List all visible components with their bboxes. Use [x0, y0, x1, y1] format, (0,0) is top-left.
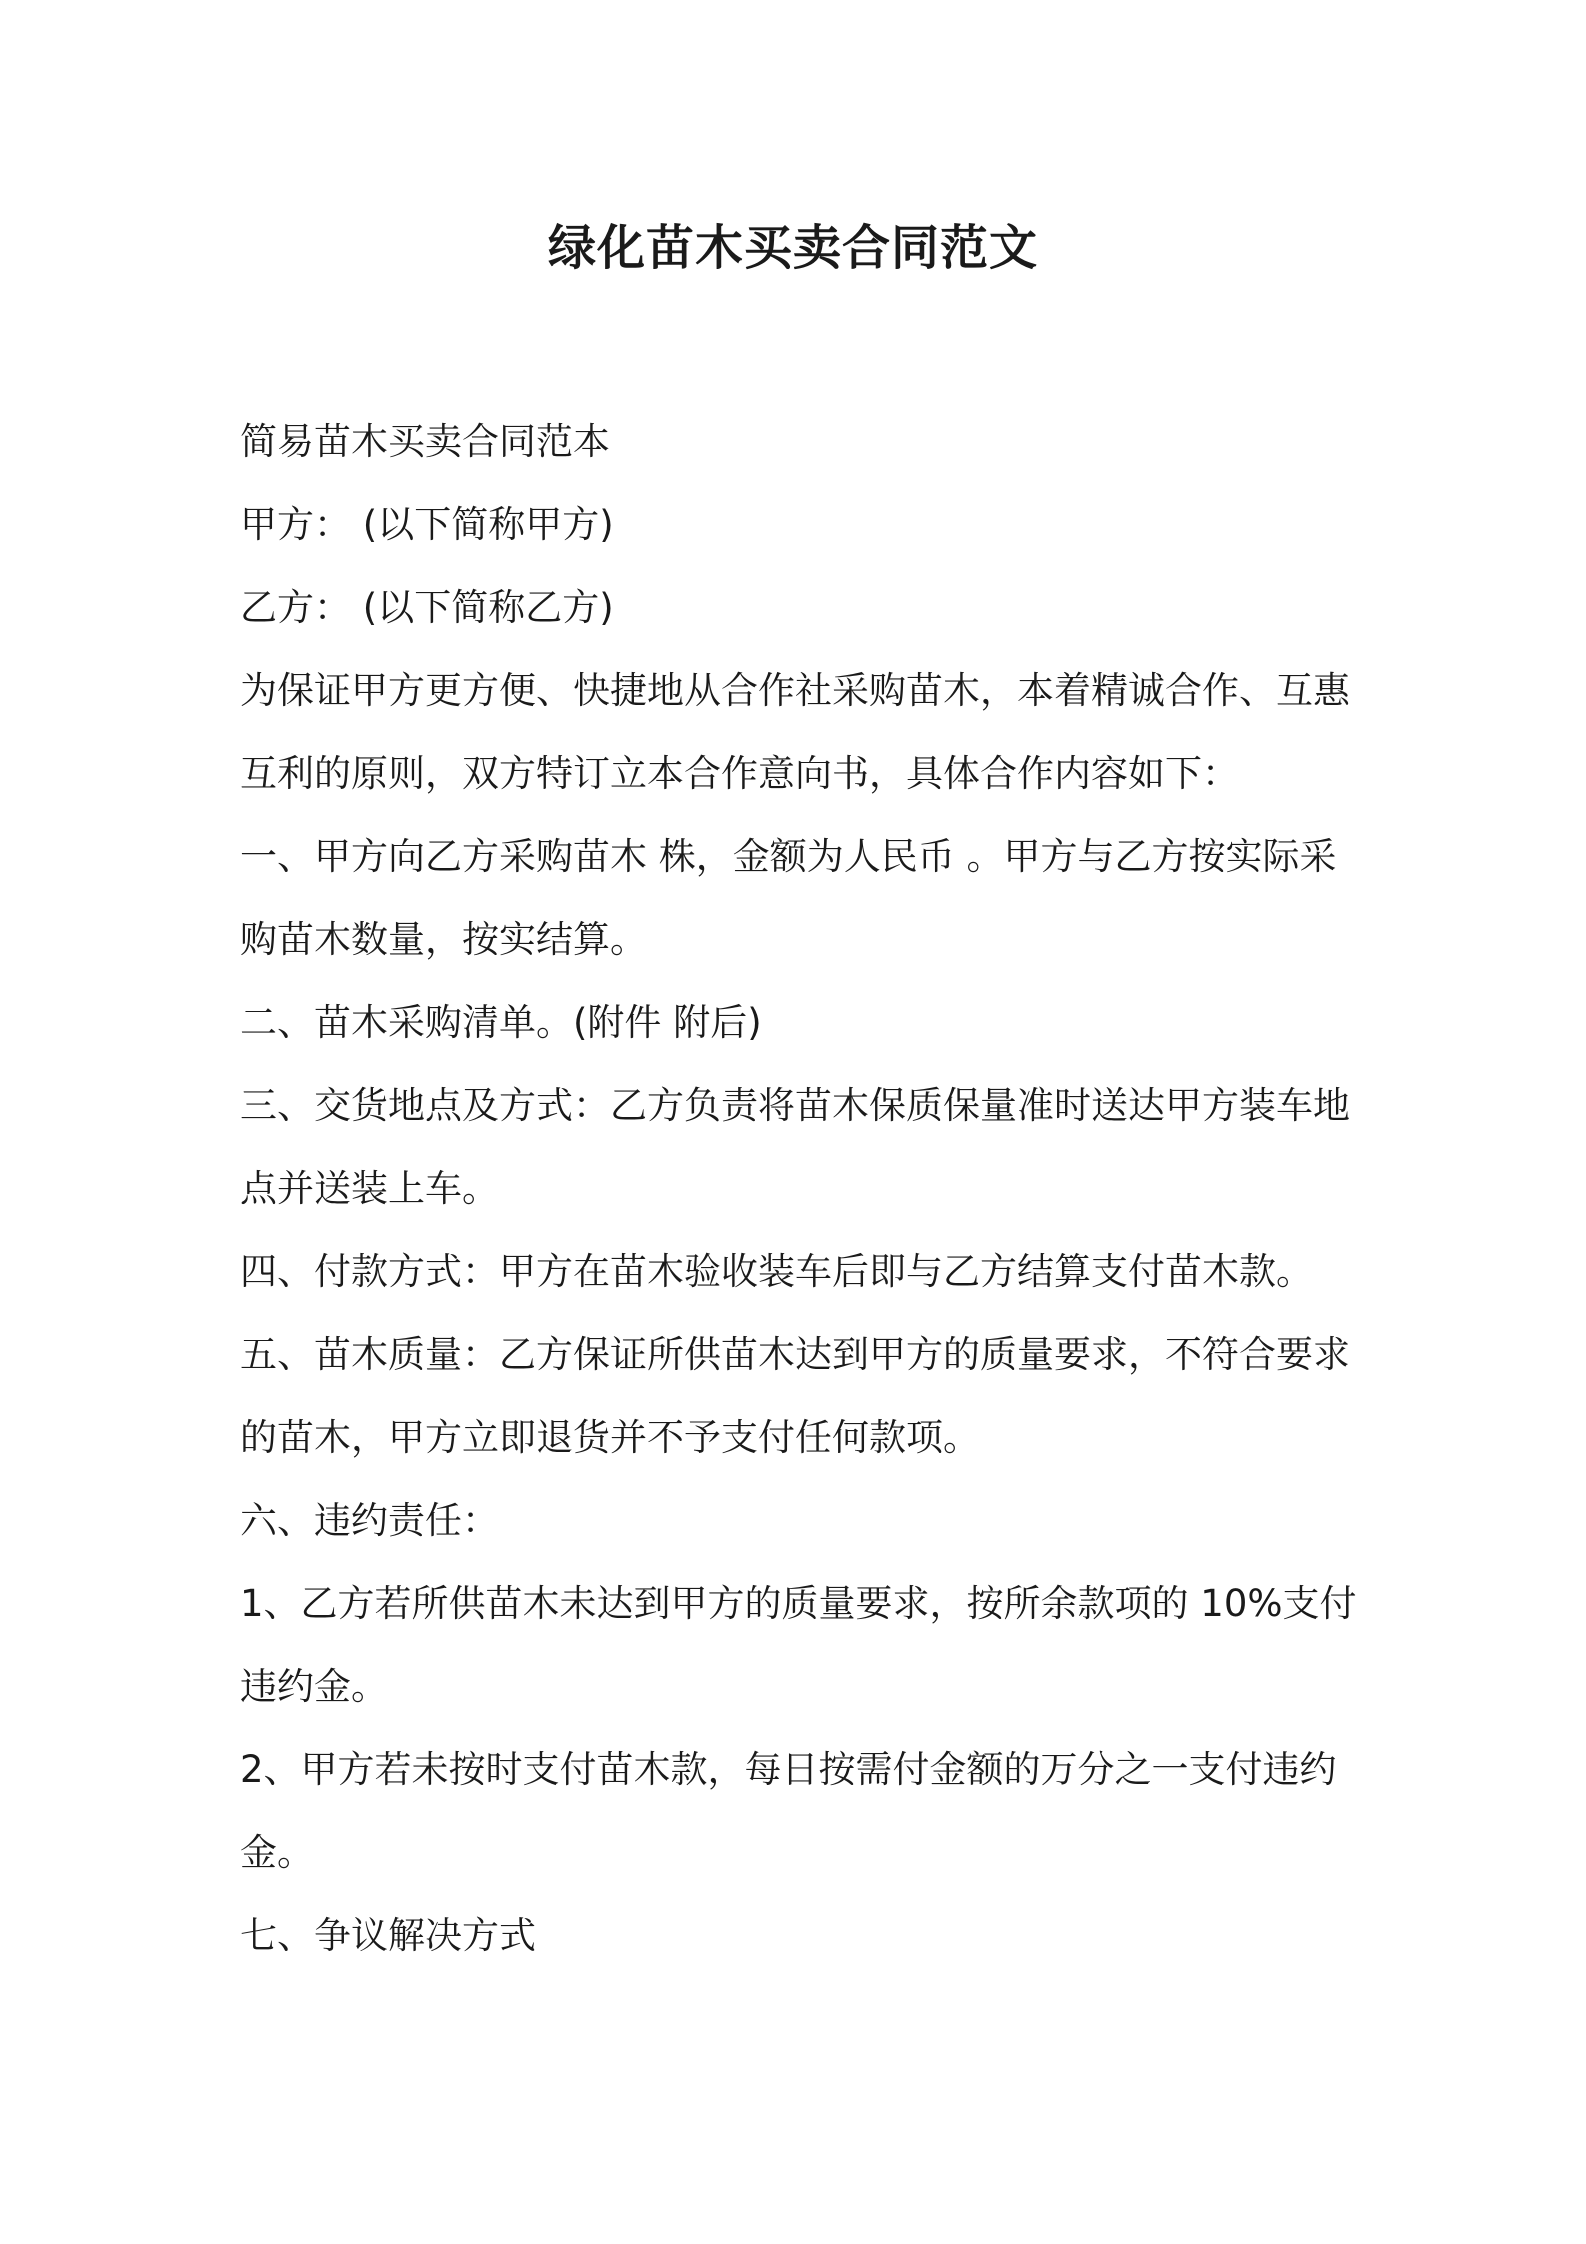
clause-2-line: 二、苗木采购清单。(附件 附后) — [240, 1001, 762, 1044]
clause-7-heading: 七、争议解决方式 — [240, 1914, 536, 1957]
clause-6-item-1-line-1: 1、乙方若所供苗木未达到甲方的质量要求，按所余款项的 10%支付 — [240, 1582, 1357, 1625]
clause-1-line-1: 一、甲方向乙方采购苗木 株，金额为人民币 。甲方与乙方按实际采 — [240, 835, 1337, 878]
clause-4-line: 四、付款方式：甲方在苗木验收装车后即与乙方结算支付苗木款。 — [240, 1250, 1313, 1293]
clause-5-line-2: 的苗木，甲方立即退货并不予支付任何款项。 — [240, 1416, 980, 1459]
clause-1-line-2: 购苗木数量，按实结算。 — [240, 918, 647, 961]
party-b-line: 乙方： (以下简称乙方) — [240, 586, 614, 629]
clause-6-item-1-line-2: 违约金。 — [240, 1665, 388, 1708]
document-body — [240, 400, 1357, 1977]
clause-6-heading: 六、违约责任： — [240, 1499, 499, 1542]
clause-6-item-2-line-1: 2、甲方若未按时支付苗木款，每日按需付金额的万分之一支付违约 — [240, 1748, 1337, 1791]
preamble-line-1: 为保证甲方更方便、快捷地从合作社采购苗木，本着精诚合作、互惠 — [240, 669, 1350, 712]
clause-5-line-1: 五、苗木质量：乙方保证所供苗木达到甲方的质量要求，不符合要求 — [240, 1333, 1350, 1376]
party-a-line: 甲方： (以下简称甲方) — [240, 503, 614, 546]
clause-6-item-2-line-2: 金。 — [240, 1831, 314, 1874]
clause-3-line-1: 三、交货地点及方式：乙方负责将苗木保质保量准时送达甲方装车地 — [240, 1084, 1350, 1127]
subtitle-line: 简易苗木买卖合同范本 — [240, 420, 610, 463]
clause-3-line-2: 点并送装上车。 — [240, 1167, 499, 1210]
preamble-line-2: 互利的原则，双方特订立本合作意向书，具体合作内容如下： — [240, 752, 1239, 795]
document-title: 绿化苗木买卖合同范文 — [547, 220, 1038, 276]
